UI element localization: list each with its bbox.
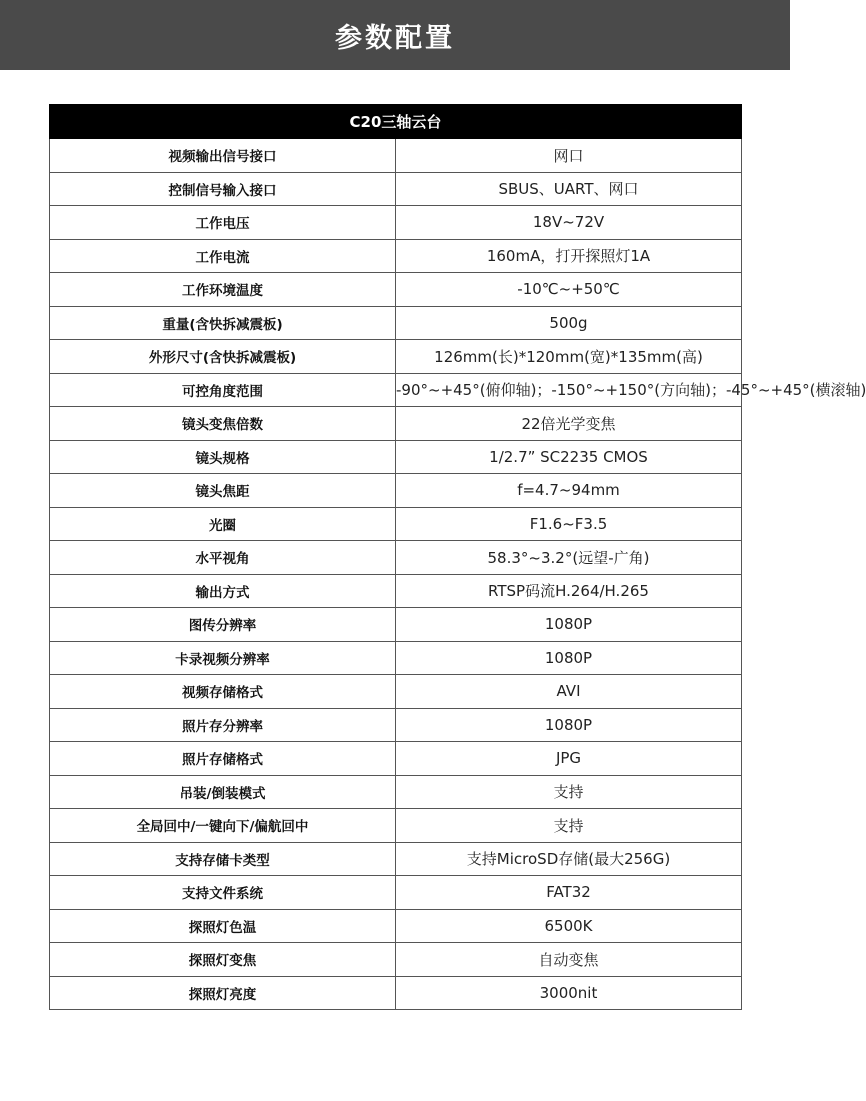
table-row [50,574,742,608]
spec-value: 自动变焦 [396,943,742,977]
spec-value: f=4.7~94mm [396,474,742,508]
table-row [50,909,742,943]
spec-label: 工作电流 [50,239,396,273]
spec-label: 视频存储格式 [50,675,396,709]
spec-value: 1/2.7” SC2235 CMOS [396,440,742,474]
table-row [50,842,742,876]
spec-value: 1080P [396,641,742,675]
table-row [50,172,742,206]
table-row [50,976,742,1010]
table-caption-row [50,105,742,139]
spec-value: JPG [396,742,742,776]
spec-label: 外形尺寸(含快拆减震板) [50,340,396,374]
spec-value: 126mm(长)*120mm(宽)*135mm(高) [396,340,742,374]
header-banner [0,0,790,70]
table-row [50,775,742,809]
table-row [50,708,742,742]
spec-label: 镜头焦距 [50,474,396,508]
table-caption: C20三轴云台 [50,105,742,139]
table-row [50,641,742,675]
spec-label: 支持文件系统 [50,876,396,910]
spec-label: 图传分辨率 [50,608,396,642]
spec-label: 输出方式 [50,574,396,608]
spec-label: 镜头规格 [50,440,396,474]
table-row [50,809,742,843]
spec-value: 支持 [396,809,742,843]
table-row [50,373,742,407]
table-row [50,239,742,273]
spec-value: RTSP码流H.264/H.265 [396,574,742,608]
spec-value: 22倍光学变焦 [396,407,742,441]
spec-label: 控制信号输入接口 [50,172,396,206]
table-row [50,306,742,340]
spec-value: 160mA，打开探照灯1A [396,239,742,273]
table-row [50,273,742,307]
spec-label: 吊装/倒装模式 [50,775,396,809]
table-row [50,742,742,776]
spec-table [49,104,866,1010]
spec-label: 水平视角 [50,541,396,575]
table-row [50,407,742,441]
spec-label: 照片存储格式 [50,742,396,776]
spec-label: 光圈 [50,507,396,541]
spec-label: 探照灯亮度 [50,976,396,1010]
table-row [50,943,742,977]
spec-value: -90°~+45°(俯仰轴)；-150°~+150°(方向轴)；-45°~+45°(横滚轴) [396,373,742,407]
spec-label: 探照灯变焦 [50,943,396,977]
spec-value: 58.3°~3.2°(远望-广角) [396,541,742,575]
spec-label: 可控角度范围 [50,373,396,407]
table-row [50,876,742,910]
spec-value: 支持 [396,775,742,809]
spec-label: 支持存储卡类型 [50,842,396,876]
table-row [50,474,742,508]
spec-label: 镜头变焦倍数 [50,407,396,441]
spec-label: 工作电压 [50,206,396,240]
spec-value: 1080P [396,608,742,642]
spec-label: 视频输出信号接口 [50,139,396,173]
spec-label: 工作环境温度 [50,273,396,307]
spec-value: 1080P [396,708,742,742]
spec-value: F1.6~F3.5 [396,507,742,541]
spec-label: 探照灯色温 [50,909,396,943]
spec-value: 支持MicroSD存储(最大256G) [396,842,742,876]
spec-value: 3000nit [396,976,742,1010]
spec-label: 全局回中/一键向下/偏航回中 [50,809,396,843]
spec-value: 18V~72V [396,206,742,240]
table-row [50,675,742,709]
table-row [50,340,742,374]
table-row [50,206,742,240]
spec-label: 照片存分辨率 [50,708,396,742]
spec-value: -10℃~+50℃ [396,273,742,307]
table-row [50,440,742,474]
spec-value: 6500K [396,909,742,943]
spec-value: SBUS、UART、网口 [396,172,742,206]
spec-label: 卡录视频分辨率 [50,641,396,675]
table-row [50,507,742,541]
spec-value: FAT32 [396,876,742,910]
spec-label: 重量(含快拆减震板) [50,306,396,340]
table-row [50,139,742,173]
page-title: 参数配置 [335,22,455,54]
spec-value: AVI [396,675,742,709]
table-row [50,541,742,575]
spec-value: 网口 [396,139,742,173]
spec-value: 500g [396,306,742,340]
spec-table-body [50,105,866,1010]
table-row [50,608,742,642]
